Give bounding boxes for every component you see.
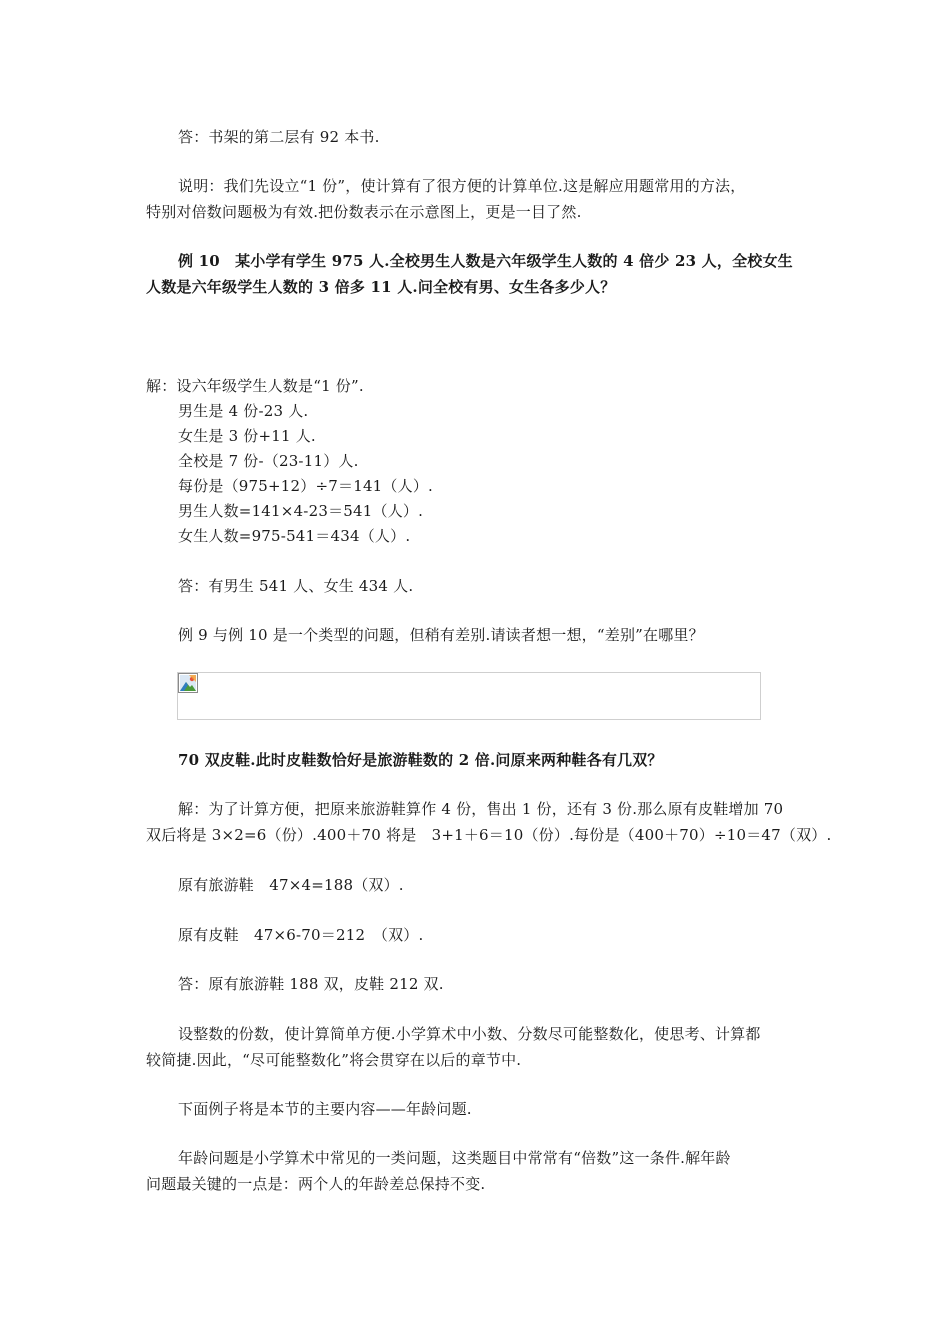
shoes-question: 70 双皮鞋.此时皮鞋数恰好是旅游鞋数的 2 倍.问原来两种鞋各有几双？ (178, 751, 663, 769)
shoes-solution-line-2: 双后将是 3×2=6（份）.400＋70 将是 3+1＋6＝10（份）.每份是（400＋70）÷10＝47（双）. (146, 826, 832, 844)
shoes-solution-line-1: 解：为了计算方便，把原来旅游鞋算作 4 份，售出 1 份，还有 3 份.那么原有皮鞋增加 70 (178, 800, 784, 818)
age-line-1: 年龄问题是小学算术中常见的一类问题，这类题目中常常有“倍数”这一条件.解年龄 (178, 1149, 731, 1167)
compare-note: 例 9 与例 10 是一个类型的问题，但稍有差别.请读者想一想，“差别”在哪里？ (178, 626, 704, 644)
travel-shoes-count: 原有旅游鞋 47×4=188（双）. (178, 876, 404, 894)
integer-line-2: 较简捷.因此，“尽可能整数化”将会贯穿在以后的章节中. (146, 1051, 522, 1069)
example10-line-1: 例 10 某小学有学生 975 人.全校男生人数是六年级学生人数的 4 倍少 23 人，全校女生 (178, 252, 793, 270)
answer-shoes: 答：原有旅游鞋 188 双，皮鞋 212 双. (178, 975, 444, 993)
note-line-2: 特别对倍数问题极为有效.把份数表示在示意图上，更是一目了然. (146, 203, 582, 221)
age-line-2: 问题最关键的一点是：两个人的年龄差总保持不变. (146, 1175, 486, 1193)
solution-line: 全校是 7 份-（23-11）人. (178, 452, 359, 470)
solution-line: 女生人数=975-541＝434（人）. (178, 527, 411, 545)
answer-students: 答：有男生 541 人、女生 434 人. (178, 577, 414, 595)
example10-line-2: 人数是六年级学生人数的 3 倍多 11 人.问全校有男、女生各多少人？ (146, 278, 616, 296)
solution-line: 每份是（975+12）÷7＝141（人）. (178, 477, 433, 495)
solution-line: 女生是 3 份+11 人. (178, 427, 316, 445)
note-line-1: 说明：我们先设立“1 份”，使计算有了很方便的计算单位.这是解应用题常用的方法， (178, 177, 746, 195)
solution-line: 男生人数=141×4-23＝541（人）. (178, 502, 424, 520)
leather-shoes-count: 原有皮鞋 47×6-70＝212 （双）. (178, 926, 424, 944)
broken-image-placeholder (177, 672, 761, 720)
integer-line-1: 设整数的份数，使计算简单方便.小学算术中小数、分数尽可能整数化，使思考、计算都 (178, 1025, 761, 1043)
broken-image-icon (178, 673, 198, 693)
next-topic: 下面例子将是本节的主要内容——年龄问题. (178, 1100, 472, 1118)
solution-line: 男生是 4 份-23 人. (178, 402, 309, 420)
solution-line: 解：设六年级学生人数是“1 份”. (146, 377, 364, 395)
answer-shelf: 答：书架的第二层有 92 本书. (178, 128, 380, 146)
